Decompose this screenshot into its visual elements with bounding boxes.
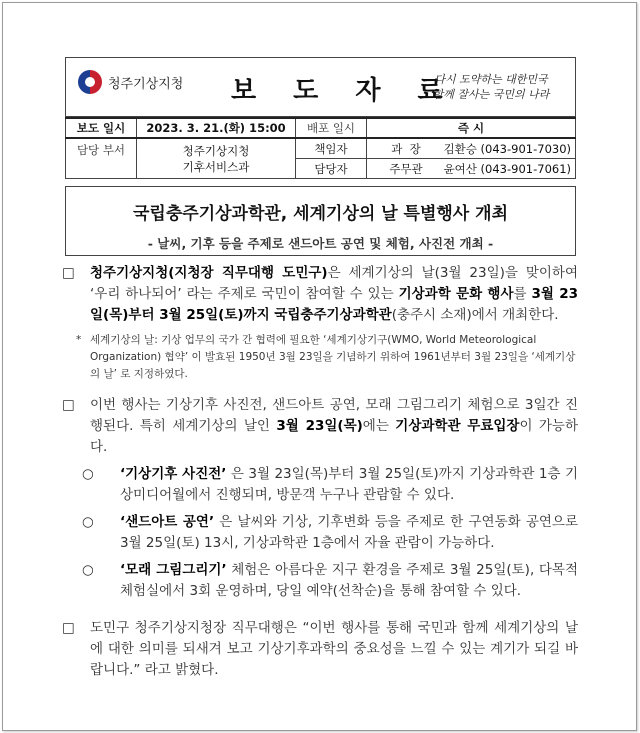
paragraph <box>62 263 578 326</box>
subheadline: - 날씨, 기후 등을 주제로 샌드아트 공연 및 체험, 사진전 개최 - <box>147 236 494 251</box>
footnote <box>62 332 578 383</box>
text-run: 도민구 청주기상지청장 직무대행은 “이번 행사를 통해 국민과 함께 세계기상의 날에 대한 의미를 되새겨 보고 기상기후과학의 중요성을 느낄 수 있는 계기가 되길 바랍니다.” 라고 밝혔다. <box>90 620 578 678</box>
bold-text: ‘샌드아트 공연’ <box>120 514 215 530</box>
footnote-text: 세계기상의 날: 기상 업무의 국가 간 협력에 필요한 ‘세계기상기구(WMO, World Meteorological Organization) 협약’ 이 발효된 1950년 3월 23일을 기념하기 위하여 1961년부터 3월 23일을 ‘세계기상의 날’ 로 지정하였다. <box>90 334 576 380</box>
agency-logo <box>78 70 183 94</box>
circle-bullet-icon: ○ <box>82 514 94 530</box>
square-bullet-icon: □ <box>62 265 75 281</box>
release-value: 2023. 3. 21.(화) 15:00 <box>137 118 296 138</box>
release-info-table <box>65 117 576 179</box>
paragraph-text <box>90 397 578 455</box>
bold-text: 기상과학관 무료입장 <box>395 418 520 434</box>
bold-text: 3월 23일(목) <box>276 418 363 434</box>
press-header <box>65 57 576 117</box>
text-run: (충주시 소재)에서 개최한다. <box>391 307 559 323</box>
paragraph-text <box>90 265 578 323</box>
paragraph-text <box>120 562 578 599</box>
resp-title: 과 장 <box>391 141 421 156</box>
asterisk-icon: * <box>76 334 82 346</box>
dist-value: 즉 시 <box>367 118 576 138</box>
text-run: 체험은 아름다운 지구 환경을 주제로 3월 25일(토), 다목적 체험실에서 3회 운영하며, 당일 예약(선착순)을 통해 참여할 수 있다. <box>120 562 578 599</box>
dept-line: 청주기상지청 <box>182 143 250 158</box>
square-bullet-icon: □ <box>62 397 75 413</box>
staff-title: 주무관 <box>389 161 423 176</box>
text-run: 은 세계기상의 날(3월 23일)을 맞이하여 ‘우리 하나되어’ 라는 주제로 국민이 참여할 수 있는 <box>90 265 578 302</box>
text-run: 를 <box>513 286 532 302</box>
slogan <box>416 72 566 102</box>
headline: 국립충주기상과학관, 세계기상의 날 특별행사 개최 <box>133 204 508 224</box>
circle-bullet-icon: ○ <box>82 466 94 482</box>
sub-item <box>62 512 578 554</box>
paragraph-text <box>90 620 578 678</box>
bold-text: 3월 23일(목)부터 3월 25일(토)까지 국립충주기상과학관 <box>90 286 579 323</box>
text-run: 에는 <box>362 418 396 434</box>
paragraph <box>62 618 578 681</box>
paragraph-text <box>120 514 578 551</box>
doc-type-title: 보 도 자 료 <box>231 76 457 106</box>
slogan-line: 함께 잘사는 국민의 나라 <box>432 88 550 101</box>
dist-label: 배포 일시 <box>296 118 367 138</box>
text-run: 이번 행사는 기상기후 사진전, 샌드아트 공연, 모래 그림그리기 체험으로 3일간 진행된다. 특히 세계기상의 날인 <box>90 397 578 434</box>
dept-line: 기후서비스과 <box>182 159 250 174</box>
resp-label: 책임자 <box>296 138 367 159</box>
agency-name: 청주기상지청 <box>108 76 184 92</box>
release-label: 보도 일시 <box>66 118 137 138</box>
paragraph-text <box>120 466 578 503</box>
text-run: 이 가능하다. <box>90 418 579 455</box>
resp-contact <box>367 138 576 159</box>
slogan-line: 다시 도약하는 대한민국 <box>434 73 548 86</box>
press-body <box>62 263 578 687</box>
bold-text: ‘기상기후 사진전’ <box>120 466 227 482</box>
sub-item <box>62 464 578 506</box>
square-bullet-icon: □ <box>62 620 75 636</box>
bold-text: 기상과학 문화 행사 <box>398 286 514 302</box>
resp-name: 김환승 (043-901-7030) <box>443 141 571 156</box>
sub-item <box>62 560 578 602</box>
circle-bullet-icon: ○ <box>82 562 94 578</box>
bold-text: 청주기상지청(지청장 직무대행 도민구) <box>90 265 328 281</box>
text-run: 은 3월 23일(목)부터 3월 25일(토)까지 기상과학관 1층 기상미디어월에서 진행되며, 방문객 누구나 관람할 수 있다. <box>120 466 578 503</box>
bold-text: ‘모래 그림그리기’ <box>120 562 227 578</box>
taegeuk-logo-icon <box>78 70 102 94</box>
text-run: 은 날씨와 기상, 기후변화 등을 주제로 한 구연동화 공연으로 3월 25일(토) 13시, 기상과학관 1층에서 자율 관람이 가능하다. <box>120 514 578 551</box>
paragraph <box>62 395 578 458</box>
dept-value <box>137 138 296 179</box>
staff-contact <box>367 159 576 179</box>
staff-label: 담당자 <box>296 159 367 179</box>
staff-name: 윤여산 (043-901-7061) <box>443 161 571 176</box>
dept-label: 담당 부서 <box>66 138 137 179</box>
headline-box <box>65 186 576 256</box>
